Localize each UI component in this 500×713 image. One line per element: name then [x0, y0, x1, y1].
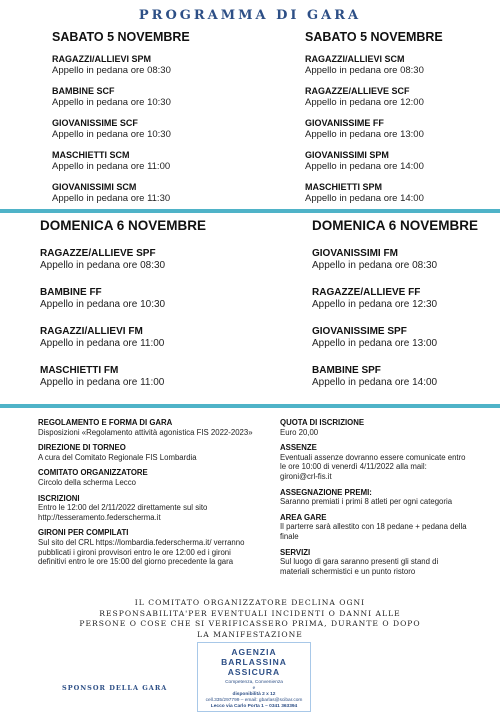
sponsor-name: AGENZIA BARLASSINA	[221, 647, 287, 667]
category-name: RAGAZZE/ALLIEVE SPF	[40, 248, 156, 259]
sponsor-address: Lecco via Carlo Porta 1 – 0341 363394	[210, 704, 298, 709]
category-name: RAGAZZE/ALLIEVE SCF	[305, 86, 410, 96]
info-heading: AREA GARE	[280, 512, 327, 522]
info-block	[38, 528, 283, 566]
day-heading: DOMENICA 6 NOVEMBRE	[40, 218, 207, 233]
info-text: Sul sito del CRL https://lombardia.federscherma.it/ verranno pubblicati i gironi provvisori entro le ore 12:00 ed i gironi definitivi entro le ore 15:00 del giorno precedente la gara	[38, 537, 245, 567]
info-block	[280, 418, 490, 437]
session-item	[312, 325, 497, 350]
session-item	[305, 54, 495, 76]
call-time: Appello in pedana ore 13:00	[305, 129, 424, 140]
session-item	[40, 247, 260, 272]
session-item	[305, 182, 495, 204]
info-text: Saranno premiati i primi 8 atleti per ogni categoria	[280, 497, 453, 507]
info-heading: ASSEGNAZIONE PREMI:	[280, 487, 372, 497]
category-name: GIOVANISSIME SCF	[52, 118, 138, 128]
info-heading: QUOTA DI ISCRIZIONE	[280, 418, 365, 427]
sponsor-tagline: Competenza, Convenienza	[225, 680, 283, 685]
category-name: GIOVANISSIME FF	[305, 118, 384, 128]
saturday-left-column	[52, 30, 252, 204]
category-name: BAMBINE FF	[40, 287, 102, 298]
session-item	[52, 182, 252, 204]
call-time: Appello in pedana ore 10:30	[40, 299, 166, 310]
info-text: Sul luogo di gara saranno presenti gli stand di materiali schermistici e un punto ristoro	[280, 557, 439, 576]
sunday-left-column	[40, 218, 260, 389]
day-heading: SABATO 5 NOVEMBRE	[52, 30, 190, 44]
page-title: PROGRAMMA DI GARA	[138, 8, 362, 23]
info-block	[280, 443, 490, 481]
session-item	[52, 118, 252, 140]
info-text: Euro 20,00	[280, 427, 319, 437]
session-item	[40, 364, 260, 389]
info-block	[280, 548, 490, 577]
day-heading: SABATO 5 NOVEMBRE	[305, 30, 443, 44]
session-item	[305, 150, 495, 172]
info-heading: SERVIZI	[280, 547, 311, 557]
info-heading: ISCRIZIONI	[38, 493, 80, 503]
session-item	[305, 86, 495, 108]
call-time: Appello in pedana ore 14:00	[305, 193, 424, 204]
divider-band-bottom	[0, 404, 500, 408]
info-text: Il parterre sarà allestito con 18 pedane + pedana della finale	[280, 522, 467, 541]
session-item	[40, 325, 260, 350]
sponsor-tagline: disponibilità 2 x 12	[232, 692, 276, 697]
category-name: GIOVANISSIME SPF	[312, 326, 407, 337]
call-time: Appello in pedana ore 08:30	[312, 260, 438, 271]
info-block	[38, 494, 283, 523]
session-item	[52, 54, 252, 76]
call-time: Appello in pedana ore 11:00	[40, 377, 165, 388]
session-item	[40, 286, 260, 311]
category-name: BAMBINE SCF	[52, 86, 115, 96]
info-block	[38, 443, 283, 462]
info-heading: DIREZIONE DI TORNEO	[38, 443, 126, 453]
call-time: Appello in pedana ore 14:00	[305, 161, 424, 172]
session-item	[52, 150, 252, 172]
day-heading: DOMENICA 6 NOVEMBRE	[312, 218, 479, 233]
category-name: RAGAZZI/ALLIEVI FM	[40, 326, 143, 337]
sponsor-brand: ASSICURA	[227, 667, 281, 677]
category-name: GIOVANISSIMI SCM	[52, 182, 137, 192]
category-name: GIOVANISSIMI SPM	[305, 150, 389, 160]
info-text: Entro le 12:00 del 2/11/2022 direttamente sul sito http://tesseramento.federscherma.it	[38, 503, 208, 522]
info-right-column	[280, 418, 490, 582]
info-heading: GIRONI PER COMPILATI	[38, 528, 129, 538]
info-block	[38, 468, 283, 487]
sponsor-contact: cell.335/297799 – email: gbarlas@scibar.com	[205, 698, 303, 703]
call-time: Appello in pedana ore 14:00	[312, 377, 438, 388]
session-item	[52, 86, 252, 108]
info-text: Eventuali assenze dovranno essere comunicate entro le ore 10:00 di venerdì 4/11/2022 alla mail: gironi@crl-fis.it	[280, 452, 466, 481]
info-block	[280, 513, 490, 542]
category-name: MASCHIETTI SPM	[305, 182, 383, 192]
call-time: Appello in pedana ore 11:00	[52, 161, 171, 172]
call-time: Appello in pedana ore 08:30	[40, 260, 166, 271]
info-text: A cura del Comitato Regionale FIS Lombardia	[38, 452, 197, 462]
category-name: MASCHIETTI FM	[40, 365, 119, 376]
category-name: RAGAZZI/ALLIEVI SPM	[52, 54, 151, 64]
info-block	[280, 488, 490, 507]
info-heading: COMITATO ORGANIZZATORE	[38, 468, 148, 478]
call-time: Appello in pedana ore 10:30	[52, 97, 171, 108]
saturday-right-column	[305, 30, 495, 204]
info-heading: ASSENZE	[280, 443, 317, 453]
category-name: GIOVANISSIMI FM	[312, 248, 398, 259]
call-time: Appello in pedana ore 08:30	[305, 65, 424, 76]
category-name: MASCHIETTI SCM	[52, 150, 130, 160]
category-name: BAMBINE SPF	[312, 365, 381, 376]
category-name: RAGAZZE/ALLIEVE FF	[312, 287, 421, 298]
info-text: Circolo della scherma Lecco	[38, 477, 136, 487]
divider-band-top	[0, 209, 500, 213]
info-block	[38, 418, 283, 437]
call-time: Appello in pedana ore 08:30	[52, 65, 171, 76]
call-time: Appello in pedana ore 11:30	[52, 193, 171, 204]
liability-notice: IL COMITATO ORGANIZZATORE DECLINA OGNI RESPONSABILITA'PER EVENTUALI INCIDENTI O DANNI ALLE PERSONE O COSE CHE SI VERIFICASSERO PRIMA, DURANTE O DOPO LA MANIFESTAZIONE	[79, 598, 421, 639]
call-time: Appello in pedana ore 12:30	[312, 299, 438, 310]
sponsor-logo	[197, 642, 311, 712]
session-item	[312, 286, 497, 311]
info-text: Disposizioni «Regolamento attività agonistica FIS 2022-2023»	[38, 427, 253, 437]
call-time: Appello in pedana ore 12:00	[305, 97, 424, 108]
info-heading: REGOLAMENTO E FORMA DI GARA	[38, 418, 173, 427]
call-time: Appello in pedana ore 13:00	[312, 338, 438, 349]
call-time: Appello in pedana ore 11:00	[40, 338, 165, 349]
call-time: Appello in pedana ore 10:30	[52, 129, 171, 140]
sponsor-tagline: e	[252, 686, 256, 691]
info-left-column	[38, 418, 283, 573]
category-name: RAGAZZI/ALLIEVI SCM	[305, 54, 405, 64]
session-item	[305, 118, 495, 140]
sponsor-label: SPONSOR DELLA GARA	[62, 684, 168, 692]
sunday-right-column	[312, 218, 497, 389]
session-item	[312, 364, 497, 389]
session-item	[312, 247, 497, 272]
